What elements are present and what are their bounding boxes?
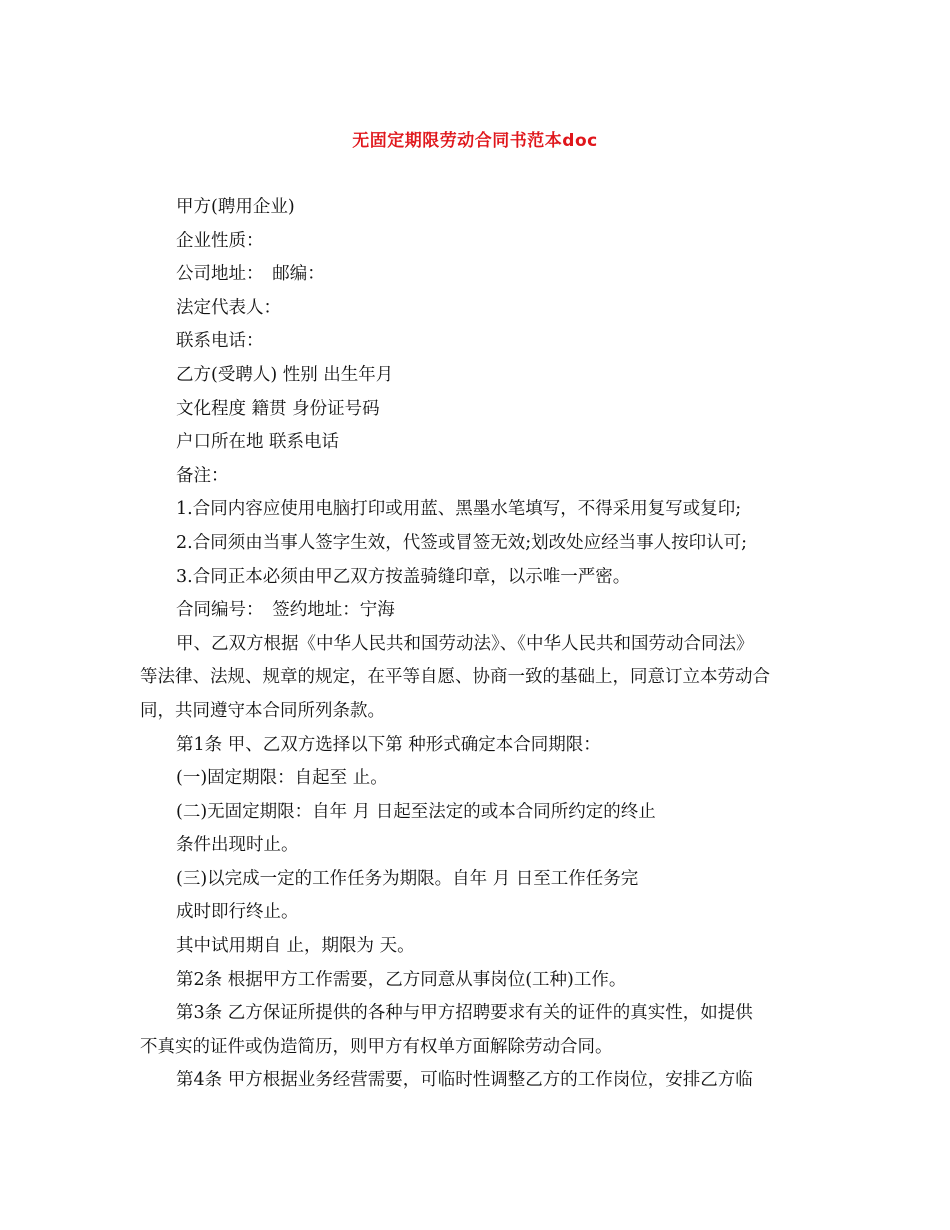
text-line: 1.合同内容应使用电脑打印或用蓝、黑墨水笔填写，不得采用复写或复印; xyxy=(176,499,742,520)
paragraph-line: 第3条 乙方保证所提供的各种与甲方招聘要求有关的证件的真实性，如提供 xyxy=(176,1003,753,1024)
paragraph-line: 不真实的证件或伪造简历，则甲方有权单方面解除劳动合同。 xyxy=(140,1036,613,1057)
paragraph-line: 同，共同遵守本合同所列条款。 xyxy=(140,700,385,721)
text-line: 2.合同须由当事人签字生效，代签或冒签无效;划改处应经当事人按印认可; xyxy=(176,532,747,553)
clause-line: (一)固定期限：自起至 止。 xyxy=(176,768,388,789)
text-line: 甲方(聘用企业) xyxy=(176,197,295,217)
text-line: 法定代表人： xyxy=(176,297,281,318)
document-body xyxy=(140,191,820,1098)
clause-line: 第2条 根据甲方工作需要，乙方同意从事岗位(工种)工作。 xyxy=(176,969,627,990)
clause-line: 条件出现时止。 xyxy=(176,835,299,856)
paragraph-line: 甲、乙双方根据《中华人民共和国劳动法》、《中华人民共和国劳动合同法》 xyxy=(176,633,754,654)
paragraph-line: 等法律、法规、规章的规定，在平等自愿、协商一致的基础上，同意订立本劳动合 xyxy=(140,667,770,688)
clause-line: 其中试用期自 止，期限为 天。 xyxy=(176,936,415,957)
clause-line: (三)以完成一定的工作任务为期限。自年 月 日至工作任务完 xyxy=(176,868,639,889)
text-line: 文化程度 籍贯 身份证号码 xyxy=(176,398,380,419)
text-line: 公司地址： 邮编： xyxy=(176,264,325,285)
clause-line: (二)无固定期限：自年 月 日起至法定的或本合同所约定的终止 xyxy=(176,801,656,822)
document-title: 无固定期限劳动合同书范本doc xyxy=(352,131,598,151)
text-line: 备注： xyxy=(176,465,229,486)
clause-line: 成时即行终止。 xyxy=(176,902,299,923)
text-line: 企业性质： xyxy=(176,230,264,251)
clause-line: 第1条 甲、乙双方选择以下第 种形式确定本合同期限： xyxy=(176,734,601,755)
text-line: 乙方(受聘人) 性别 出生年月 xyxy=(176,364,394,385)
text-line: 3.合同正本必须由甲乙双方按盖骑缝印章，以示唯一严密。 xyxy=(176,566,631,587)
paragraph-line: 第4条 甲方根据业务经营需要，可临时性调整乙方的工作岗位，安排乙方临 xyxy=(176,1070,753,1091)
text-line: 户口所在地 联系电话 xyxy=(176,432,340,453)
text-line: 合同编号： 签约地址：宁海 xyxy=(176,600,395,621)
text-line: 联系电话： xyxy=(176,331,264,352)
